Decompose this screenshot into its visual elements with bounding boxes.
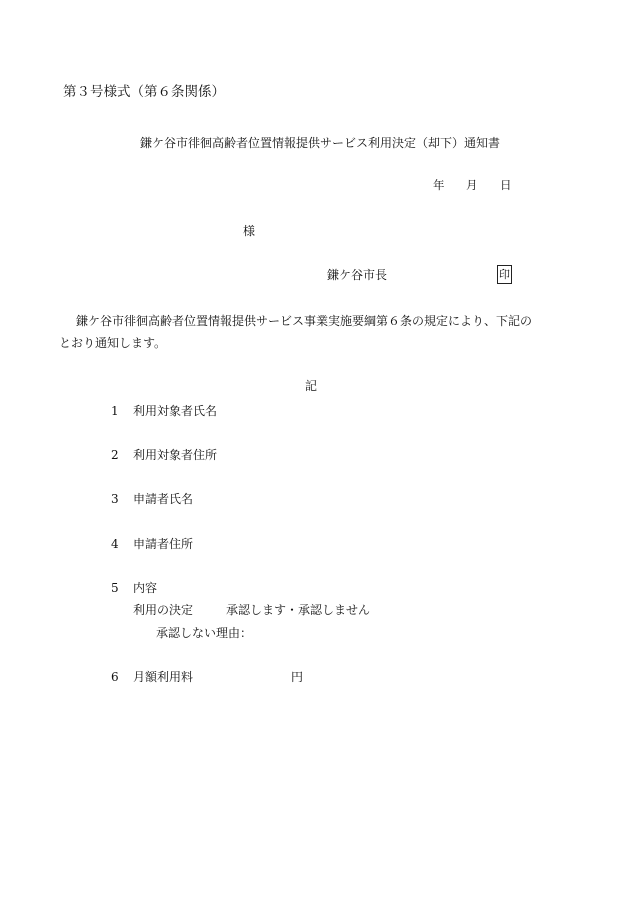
item-label-applicant-name: 申請者氏名 bbox=[133, 492, 194, 506]
date-day: 日 bbox=[500, 178, 512, 192]
decision-label: 利用の決定 bbox=[133, 603, 194, 617]
addressee-suffix: 様 bbox=[243, 224, 256, 238]
date-year: 年 bbox=[433, 178, 445, 192]
issuer-name: 鎌ケ谷市長 bbox=[327, 268, 388, 282]
item-label-applicant-address: 申請者住所 bbox=[133, 537, 194, 551]
document-title: 鎌ケ谷市徘徊高齢者位置情報提供サービス利用決定（却下）通知書 bbox=[140, 136, 501, 150]
body-text-line-1: 鎌ケ谷市徘徊高齢者位置情報提供サービス事業実施要綱第６条の規定により、下記の bbox=[76, 314, 533, 328]
item-number: 1 bbox=[111, 404, 119, 418]
item-number: 6 bbox=[111, 670, 119, 684]
body-text-line-2: とおり通知します。 bbox=[59, 336, 167, 350]
item-number: 5 bbox=[111, 581, 119, 595]
item-label-content: 内容 bbox=[133, 581, 158, 595]
form-number: 第３号様式（第６条関係） bbox=[63, 84, 225, 100]
item-label-target-address: 利用対象者住所 bbox=[133, 448, 218, 462]
item-number: 4 bbox=[111, 537, 119, 551]
seal-box: 印 bbox=[497, 265, 512, 284]
date-month: 月 bbox=[466, 178, 478, 192]
item-label-monthly-fee: 月額利用料 bbox=[133, 670, 194, 684]
item-number: 3 bbox=[111, 492, 119, 506]
reason-label: 承認しない理由： bbox=[156, 626, 253, 640]
ki-heading: 記 bbox=[305, 379, 318, 393]
item-label-target-name: 利用対象者氏名 bbox=[133, 404, 218, 418]
item-number: 2 bbox=[111, 448, 119, 462]
fee-unit: 円 bbox=[291, 670, 304, 684]
decision-options: 承認します・承認しません bbox=[226, 603, 371, 617]
